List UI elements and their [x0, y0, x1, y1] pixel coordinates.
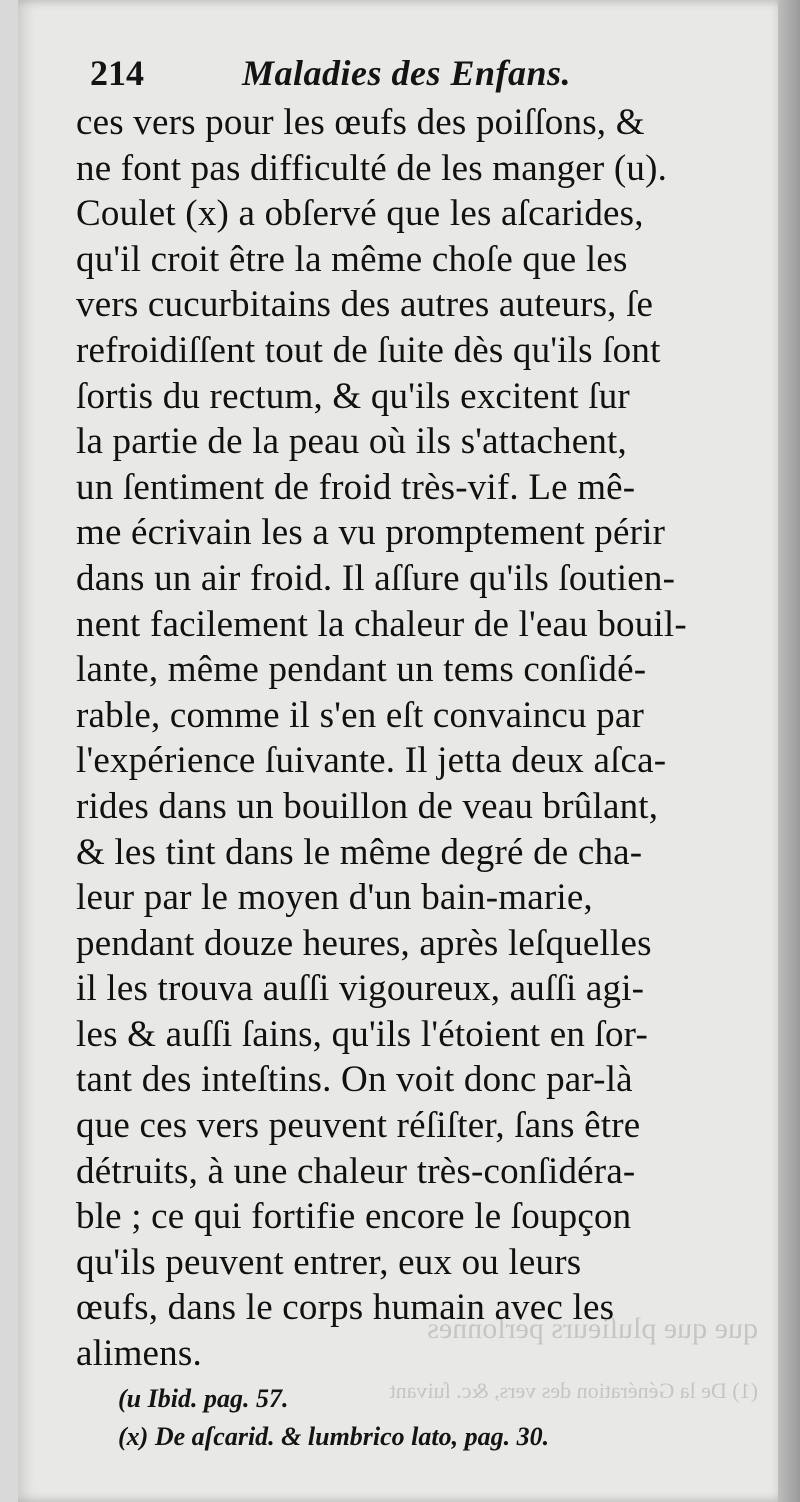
- text-line: rides dans un bouillon de veau brûlant,: [76, 785, 659, 827]
- footnote-u: (u Ibid. pag. 57.: [118, 1384, 289, 1413]
- text-line: refroidiſſent tout de ſuite dès qu'ils ſont: [76, 329, 661, 371]
- text-line: ne font pas difficulté de les manger (u).: [76, 147, 668, 189]
- text-line: il les trouva auſſi vigoureux, auſſi agi-: [76, 968, 645, 1010]
- text-line: ble ; ce qui fortifie encore le ſoupçon: [76, 1196, 632, 1238]
- text-line: qu'ils peuvent entrer, eux ou leurs: [76, 1241, 582, 1283]
- bleed-through-footnote: (1) De la Génération des vers, &c. ſuivant: [389, 1378, 758, 1403]
- text-line: me écrivain les a vu promptement périr: [76, 512, 666, 554]
- text-line: lante, même pendant un tems conſidé-: [76, 649, 647, 691]
- text-line: œufs, dans le corps humain avec les: [76, 1287, 615, 1329]
- footnotes: [118, 1380, 758, 1456]
- text-line: les & auſſi ſains, qu'ils l'étoient en ſor-: [76, 1013, 648, 1055]
- page-number: 214: [90, 53, 144, 93]
- text-line: la partie de la peau où ils s'attachent,: [76, 421, 627, 463]
- text-line: qu'il croit être la même choſe que les: [76, 238, 628, 280]
- text-line: rable, comme il s'en eſt convaincu par: [76, 694, 645, 736]
- text-line: un ſentiment de froid très-vif. Le mê-: [76, 466, 636, 508]
- text-line: & les tint dans le même degré de cha-: [76, 831, 643, 873]
- text-line: que ces vers peuvent réſiſter, ſans être: [76, 1105, 641, 1147]
- footnote-x: (x) De aſcarid. & lumbrico lato, pag. 30.: [118, 1422, 550, 1451]
- text-line: ſortis du rectum, & qu'ils excitent ſur: [76, 375, 630, 417]
- text-line: l'expérience ſuivante. Il jetta deux aſca-: [76, 740, 667, 782]
- text-line: pendant douze heures, après leſquelles: [76, 922, 652, 964]
- text-line: alimens.: [76, 1333, 202, 1375]
- text-line: vers cucurbitains des autres auteurs, ſe: [76, 284, 654, 326]
- text-line: dans un air froid. Il aſſure qu'ils ſoutien-: [76, 557, 676, 599]
- page-header: [90, 52, 750, 102]
- book-page: [18, 0, 786, 1502]
- text-line: leur par le moyen d'un bain-marie,: [76, 877, 593, 919]
- running-title: Maladies des Enfans.: [242, 53, 572, 93]
- text-line: nent facilement la chaleur de l'eau bouil-: [76, 603, 687, 645]
- text-line: tant des inteſtins. On voit donc par-là: [76, 1059, 633, 1101]
- body-text: [76, 100, 766, 1377]
- text-line: détruits, à une chaleur très-conſidéra-: [76, 1150, 636, 1192]
- bleed-through-text: que que pluſieurs perſonnes: [427, 1312, 758, 1345]
- text-line: ces vers pour les œufs des poiſſons, &: [76, 102, 645, 143]
- page-edge: [778, 0, 800, 1502]
- text-line: Coulet (x) a obſervé que les aſcarides,: [76, 193, 644, 235]
